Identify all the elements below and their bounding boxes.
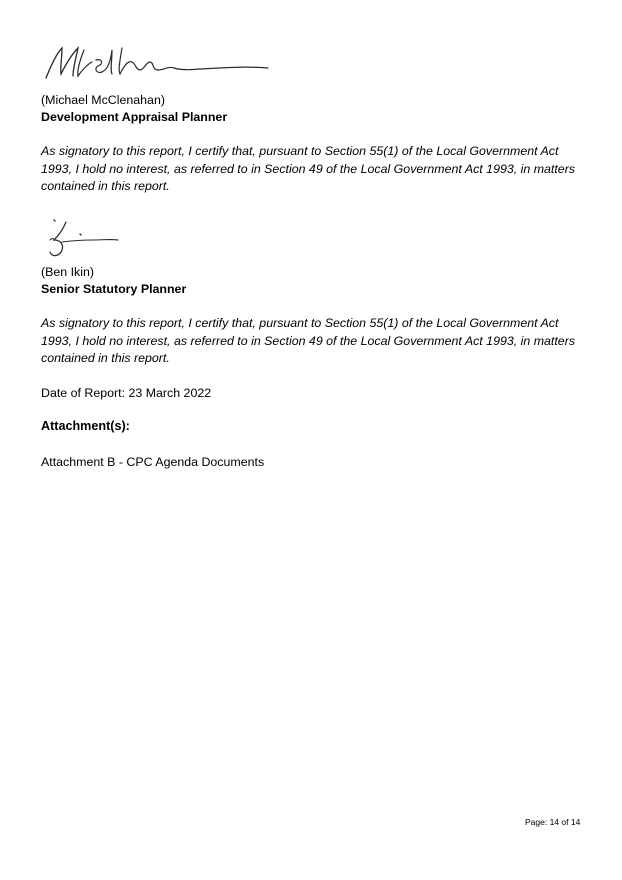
signatory2-certification: As signatory to this report, I certify that, pursuant to Section 55(1) of the Local Government Act 1993, I hold no interest, as referred to in Section 49 of the Local Government Act 1993, in matters contained in this report. xyxy=(41,316,576,365)
attachment-item: Attachment B - CPC Agenda Documents xyxy=(41,455,265,469)
signature-michael-mcclenahan xyxy=(40,40,280,86)
signatory1-certification: As signatory to this report, I certify that, pursuant to Section 55(1) of the Local Government Act 1993, I hold no interest, as referred to in Section 49 of the Local Government Act 1993, in matters contained in this report. xyxy=(41,144,576,193)
attachments-heading: Attachment(s): xyxy=(41,419,130,433)
signatory2-name: (Ben Ikin) xyxy=(41,265,95,279)
signatory1-title: Development Appraisal Planner xyxy=(41,110,228,124)
page-number: Page: 14 of 14 xyxy=(525,817,581,827)
signature-ben-ikin xyxy=(40,214,130,262)
signatory1-name: (Michael McClenahan) xyxy=(41,93,165,107)
signatory2-title: Senior Statutory Planner xyxy=(41,282,187,296)
date-of-report: Date of Report: 23 March 2022 xyxy=(41,386,212,400)
